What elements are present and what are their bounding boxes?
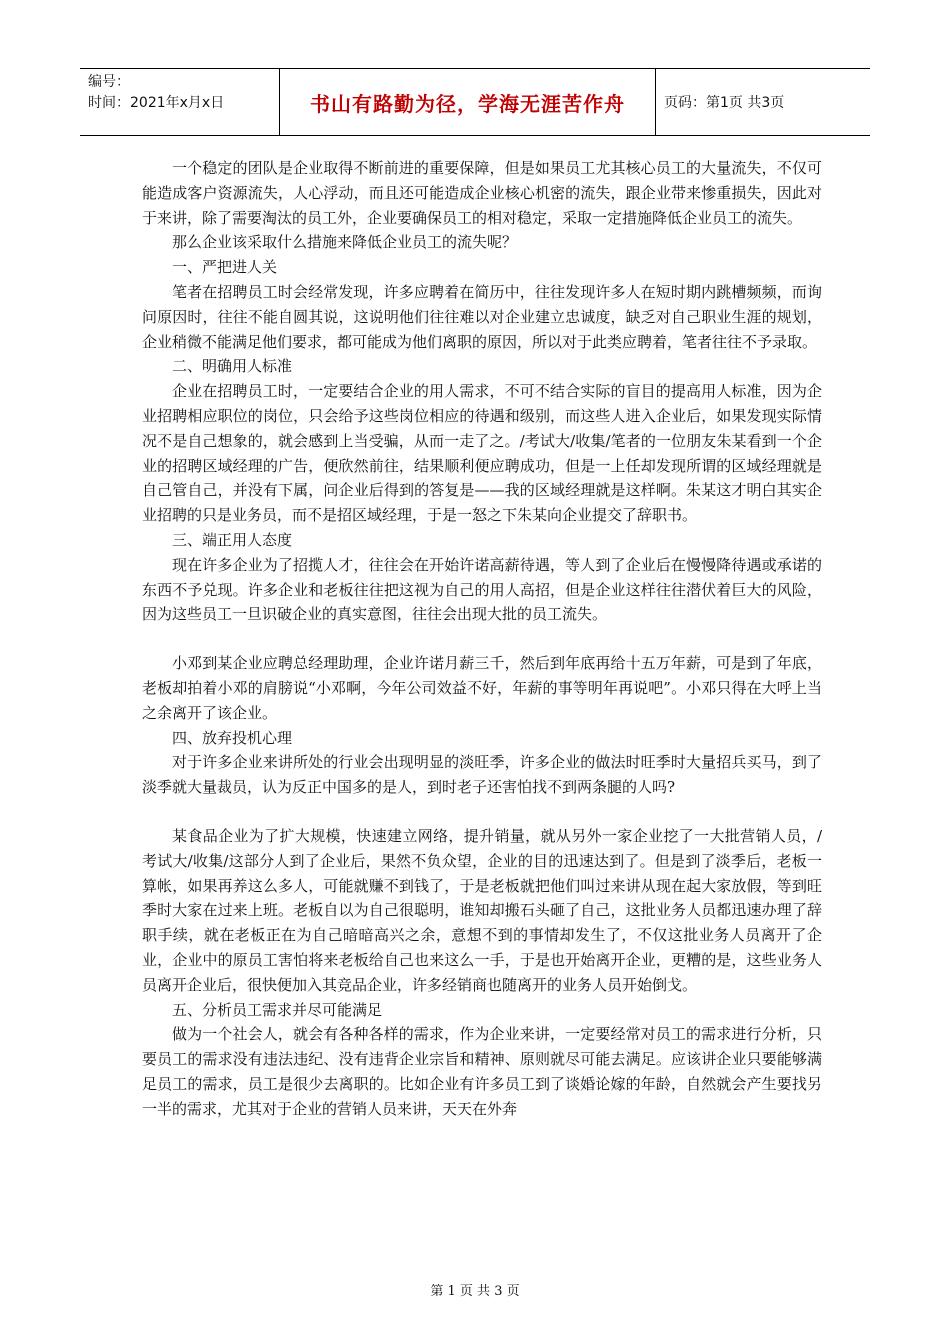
section-heading: 三、端正用人态度 — [172, 530, 293, 549]
section-heading: 一、严把进人关 — [172, 258, 278, 277]
document-body — [142, 156, 822, 1121]
paragraph: 对于许多企业来讲所处的行业会出现明显的淡旺季，许多企业的做法时旺季时大量招兵买马，到了淡季就大量裁员，认为反正中国多的是人，到时老子还害怕找不到两条腿的人吗? — [142, 753, 822, 797]
paragraph: 企业在招聘员工时，一定要结合企业的用人需求，不可不结合实际的盲目的提高用人标准，因为企业招聘相应职位的岗位，只会给予这些岗位相应的待遇和级别，而这些人进入企业后，如果发现实际情况不是自己想象的，就会感到上当受骗，从而一走了之。/考试大/收集/笔者的一位朋友朱某看到一个企业的招聘区域经理的广告，便欣然前往，结果顺利便应聘成功，但是一上任却发现所谓的区域经理就是自己管自己，并没有下属，问企业后得到的答复是——我的区域经理就是这样啊。朱某这才明白其实企业招聘的只是业务员，而不是招区域经理，于是一怒之下朱某向企业提交了辞职书。 — [142, 382, 822, 525]
header-page-info — [656, 69, 870, 135]
paragraph: 做为一个社会人，就会有各种各样的需求，作为企业来讲，一定要经常对员工的需求进行分析，只要员工的需求没有违法违纪、没有违背企业宗旨和精神、原则就尽可能去满足。应该讲企业只要能够满足员工的需求，员工是很少去离职的。比如企业有许多员工到了谈婚论嫁的年龄，自然就会产生要找另一半的需求，尤其对于企业的营销人员来讲，天天在外奔 — [142, 1025, 822, 1118]
paragraph: 小邓到某企业应聘总经理助理，企业许诺月薪三千，然后到年底再给十五万年薪，可是到了年底，老板却拍着小邓的肩膀说“小邓啊，今年公司效益不好，年薪的事等明年再说吧”。小邓只得在大呼上当之余离开了该企业。 — [142, 654, 822, 722]
section-heading: 二、明确用人标准 — [172, 357, 293, 376]
page-header — [80, 68, 870, 136]
paragraph: 一个稳定的团队是企业取得不断前进的重要保障，但是如果员工尤其核心员工的大量流失，不仅可能造成客户资源流失，人心浮动，而且还可能造成企业核心机密的流失，跟企业带来惨重损失，因此对于来讲，除了需要淘汰的员工外，企业要确保员工的相对稳定，采取一定措施降低企业员工的流失。 — [142, 159, 822, 227]
header-motto-cell — [280, 69, 656, 135]
header-meta — [80, 69, 280, 135]
document-time-label: 时间：2021年x月x日 — [88, 95, 225, 111]
paragraph: 笔者在招聘员工时会经常发现，许多应聘着在简历中，往往发现许多人在短时期内跳槽频频，而询问原因时，往往不能自圆其说，这说明他们往往难以对企业建立忠诚度，缺乏对自己职业生涯的规划，企业稍微不能满足他们要求，都可能成为他们离职的原因，所以对于此类应聘着，笔者往往不予录取。 — [142, 282, 822, 351]
section-heading: 五、分析员工需求并尽可能满足 — [172, 1000, 383, 1019]
paragraph: 现在许多企业为了招揽人才，往往会在开始许诺高薪待遇，等人到了企业后在慢慢降待遇或承诺的东西不予兑现。许多企业和老板往往把这视为自己的用人高招，但是企业这样往往潜伏着巨大的风险，因为这些员工一旦识破企业的真实意图，往往会出现大批的员工流失。 — [142, 555, 822, 624]
header-page-label: 页码：第1页 共3页 — [664, 95, 785, 111]
paragraph: 某食品企业为了扩大规模，快速建立网络，提升销量，就从另外一家企业挖了一大批营销人员，/考试大/收集/这部分人到了企业后，果然不负众望，企业的目的迅速达到了。但是到了淡季后，老板一算帐，如果再养这么多人，可能就赚不到钱了，于是老板就把他们叫过来讲从现在起大家放假，等到旺季时大家在过来上班。老板自以为自己很聪明，谁知却搬石头砸了自己，这批业务人员都迅速办理了辞职手续，就在老板正在为自己暗暗高兴之余，意想不到的事情却发生了，不仅这批业务人员离开了企业，企业中的原员工害怕将来老板给自己也来这么一手，于是也开始离开企业，更糟的是，这些业务人员离开企业后，很快便加入其竞品企业，许多经销商也随离开的业务人员开始倒戈。 — [142, 826, 822, 994]
header-motto: 书山有路勤为径，学海无涯苦作舟 — [310, 91, 625, 116]
page-footer — [0, 1280, 950, 1299]
document-number-label: 编号： — [88, 74, 130, 90]
section-heading: 四、放弃投机心理 — [172, 728, 293, 747]
paragraph: 那么企业该采取什么措施来降低企业员工的流失呢？ — [172, 233, 518, 252]
footer-page-number: 第 1 页 共 3 页 — [430, 1284, 520, 1299]
